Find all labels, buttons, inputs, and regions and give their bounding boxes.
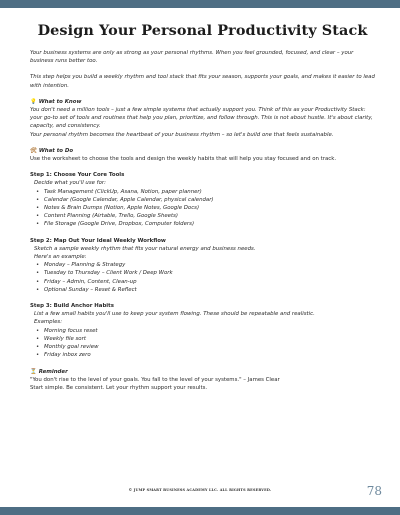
step1-list — [30, 188, 375, 229]
bottom-accent-bar — [0, 507, 400, 515]
step3-list — [30, 327, 375, 360]
what-to-do-text: Use the worksheet to choose the tools and design the weekly habits that will help you stay focused and on track. — [30, 156, 337, 163]
reminder-label: Reminder — [38, 368, 68, 375]
list-item: • Task Management (ClickUp, Asana, Notion, paper planner) — [44, 188, 375, 196]
page-number: 78 — [366, 484, 382, 498]
what-to-know-text: You don't need a million tools – just a few simple systems that actually support you. Think of this as your Productivity Stack: your go-to set of tools and routines that help you plan, prioritize, and follow through. This is not about hustle. It's about clarity, capacity, and consistency. — [30, 107, 373, 130]
step2-example-label: Here's an example: — [34, 254, 87, 261]
list-item: • Optional Sunday – Reset & Reflect — [44, 286, 375, 294]
step1-heading: Step 1: Choose Your Core Tools — [30, 172, 125, 179]
lightbulb-icon: 💡 — [30, 98, 37, 105]
step2-heading: Step 2: Map Out Your Ideal Weekly Workflow — [30, 237, 166, 244]
what-to-know-label: What to Know — [38, 98, 82, 105]
step3-heading: Step 3: Build Anchor Habits — [30, 303, 114, 310]
step3-subheading: List a few small habits you'll use to keep your system flowing. These should be repeatable and realistic. — [34, 311, 315, 318]
reminder-quote: "You don't rise to the level of your goals. You fall to the level of your systems." – James Clear — [30, 376, 280, 383]
list-item: • Friday – Admin, Content, Clean-up — [44, 278, 375, 286]
reminder-heading — [30, 368, 375, 376]
step3-example-label: Examples: — [34, 319, 63, 326]
what-to-do-heading — [30, 147, 375, 155]
list-item: • Friday inbox zero — [44, 351, 375, 359]
list-item: • Content Planning (Airtable, Trello, Google Sheets) — [44, 212, 375, 220]
reminder-text: Start simple. Be consistent. Let your rhythm support your results. — [30, 384, 208, 391]
what-to-know-heading — [30, 98, 375, 106]
what-to-do-label: What to Do — [38, 147, 74, 154]
list-item: • Monthly goal review — [44, 343, 375, 351]
step2-subheading: Sketch a sample weekly rhythm that fits your natural energy and business needs. — [34, 245, 256, 252]
step2-list — [30, 261, 375, 294]
page-title: Design Your Personal Productivity Stack — [37, 22, 368, 39]
hourglass-icon: ⏳ — [30, 368, 37, 375]
list-item: • Weekly file sort — [44, 335, 375, 343]
tools-icon: 🛠 — [30, 147, 37, 154]
top-accent-bar — [0, 0, 400, 8]
intro-paragraph-2: This step helps you build a weekly rhythm and tool stack that fits your season, supports your goals, and makes it easier to lead with intention. — [30, 74, 375, 89]
intro-paragraph-1: Your business systems are only as strong as your personal rhythms. When you feel grounded, focused, and clear – your business runs better too. — [30, 50, 354, 65]
list-item: • Tuesday to Thursday – Client Work / Deep Work — [44, 269, 375, 277]
list-item: • Notes & Brain Dumps (Notion, Apple Notes, Google Docs) — [44, 204, 375, 212]
list-item: • Morning focus reset — [44, 327, 375, 335]
list-item: • Calendar (Google Calendar, Apple Calendar, physical calendar) — [44, 196, 375, 204]
page-content — [30, 22, 375, 392]
list-item: • Monday – Planning & Strategy — [44, 261, 375, 269]
step1-subheading: Decide what you'll use for: — [34, 180, 106, 187]
copyright-footer: © JUMP SMART BUSINESS ACADEMY LLC. ALL RIGHTS RESERVED. — [128, 488, 272, 492]
list-item: • File Storage (Google Drive, Dropbox, Computer folders) — [44, 220, 375, 228]
what-to-know-text-2: Your personal rhythm becomes the heartbeat of your business rhythm – so let's build one that feels sustainable. — [30, 131, 334, 138]
